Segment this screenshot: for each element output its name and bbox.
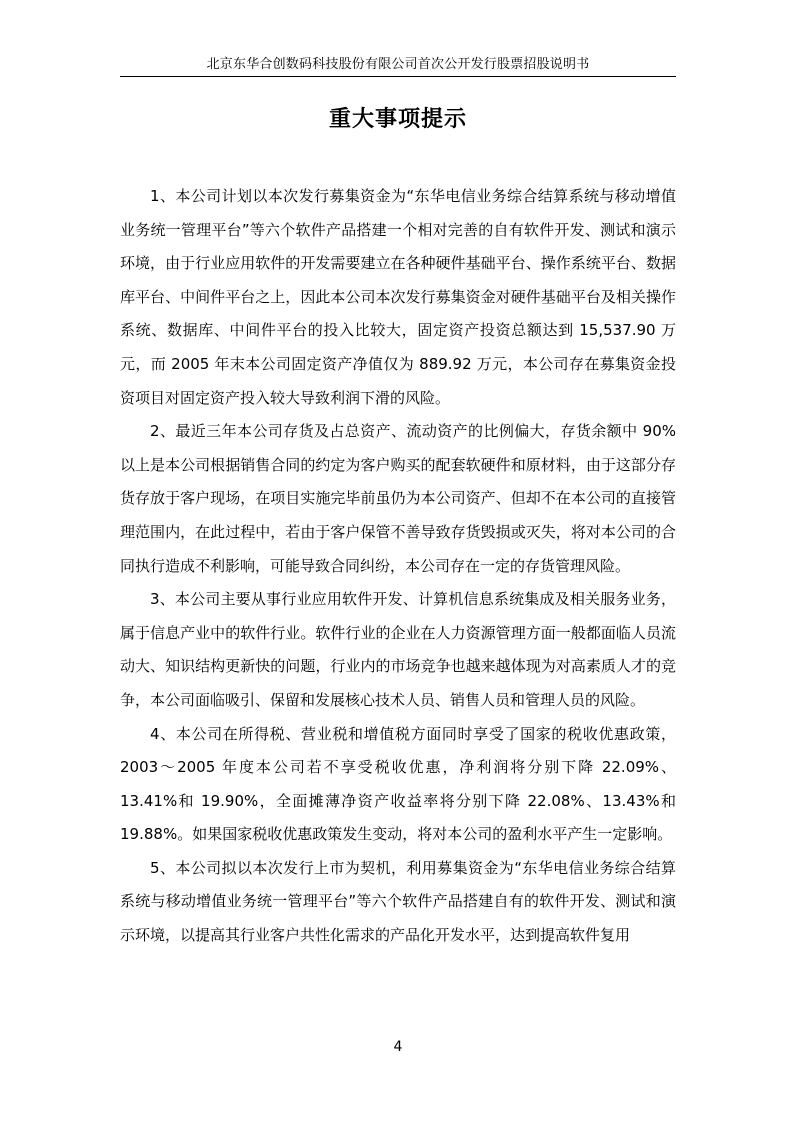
- paragraph-5: 5、本公司拟以本次发行上市为契机，利用募集资金为“东华电信业务综合结算系统与移动增值业务统一管理平台”等六个软件产品搭建自有的软件开发、测试和演示环境，以提高其行业客户共性化需求的产品化开发水平，达到提高软件复用: [120, 858, 676, 945]
- paragraph-3: 3、本公司主要从事行业应用软件开发、计算机信息系统集成及相关服务业务，属于信息产业中的软件行业。软件行业的企业在人力资源管理方面一般都面临人员流动大、知识结构更新快的问题，行业内的市场竞争也越来越体现为对高素质人才的竞争，本公司面临吸引、保留和发展核心技术人员、销售人员和管理人员的风险。: [120, 590, 676, 709]
- paragraph-4: 4、本公司在所得税、营业税和增值税方面同时享受了国家的税收优惠政策，2003～2005 年度本公司若不享受税收优惠，净利润将分别下降 22.09%、13.41%和 19.90%，全面摊薄净资产收益率将分别下降 22.08%、13.43%和 19.88%。如果国家税收优惠政策发生变动，将对本公司的盈利水平产生一定影响。: [120, 724, 676, 844]
- section-title: 重大事项提示: [328, 107, 467, 132]
- body-text: [120, 180, 676, 953]
- header-divider: [120, 76, 676, 77]
- running-header: 北京东华合创数码科技股份有限公司首次公开发行股票招股说明书: [206, 57, 590, 72]
- paragraph-1: 1、本公司计划以本次发行募集资金为“东华电信业务综合结算系统与移动增值业务统一管理平台”等六个软件产品搭建一个相对完善的自有软件开发、测试和演示环境，由于行业应用软件的开发需要建立在各种硬件基础平台、操作系统平台、数据库平台、中间件平台之上，因此本公司本次发行募集资金对硬件基础平台及相关操作系统、数据库、中间件平台的投入比较大，固定资产投资总额达到 15,537.90 万元，而 2005 年末本公司固定资产净值仅为 889.92 万元，本公司存在募集资金投资项目对固定资产投入较大导致利润下滑的风险。: [120, 187, 676, 407]
- paragraph-2: 2、最近三年本公司存货及占总资产、流动资产的比例偏大，存货余额中 90%以上是本公司根据销售合同的约定为客户购买的配套软硬件和原材料，由于这部分存货存放于客户现场，在项目实施完毕前虽仍为本公司资产、但却不在本公司的直接管理范围内，在此过程中，若由于客户保管不善导致存货毁损或灭失，将对本公司的合同执行造成不利影响，可能导致合同纠纷，本公司存在一定的存货管理风险。: [120, 422, 676, 575]
- page-number: 4: [393, 1039, 403, 1055]
